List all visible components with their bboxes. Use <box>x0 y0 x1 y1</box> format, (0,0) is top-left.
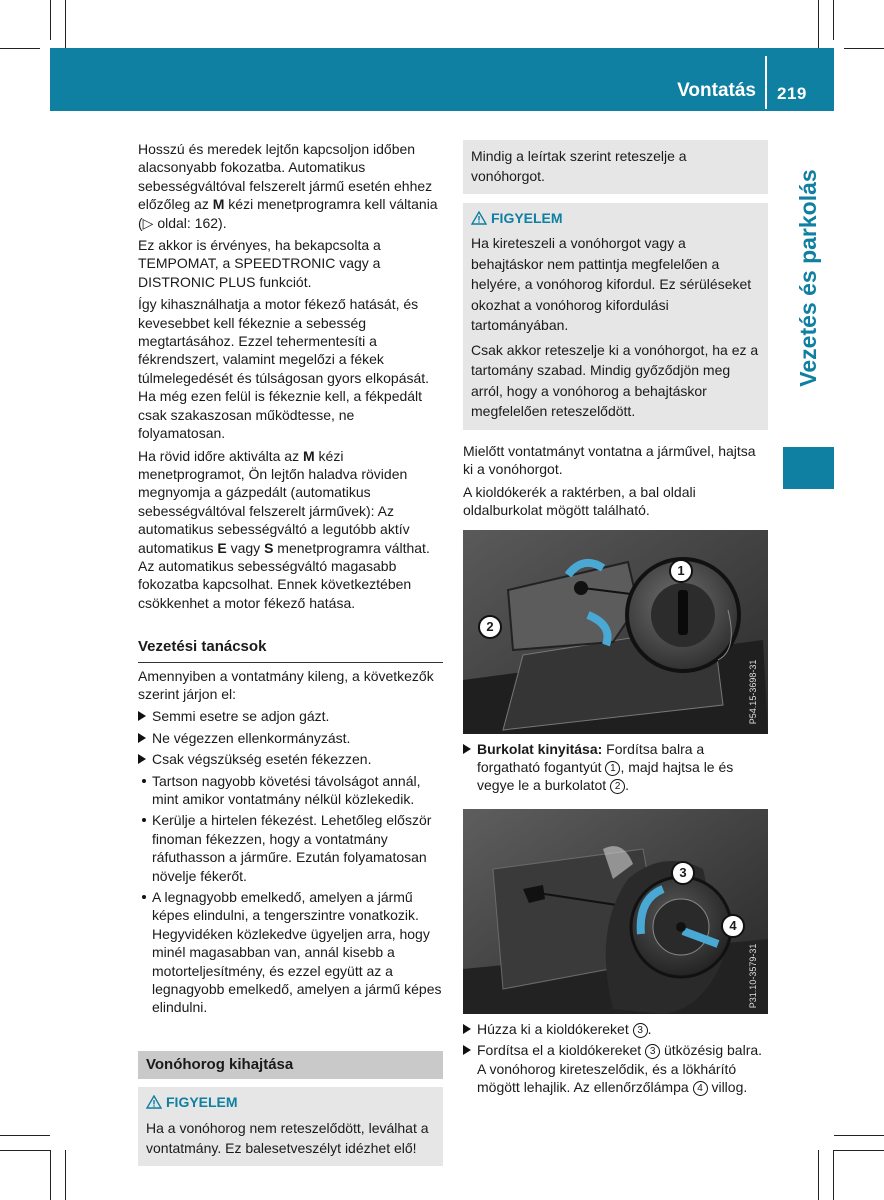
warning-text: Csak akkor reteszelje ki a vonóhorgot, ha ez a tartomány szabad. Mindig győződjön meg arról, hogy a vonóhorog a behajtáskor megfelelően reteszelődött. <box>471 341 759 420</box>
callout-ref-3: 3 <box>645 1044 660 1059</box>
list-item: Tartson nagyobb követési távolságot annál, mint amikor vontatmány nélkül közlekedik. <box>138 772 443 809</box>
warning-box <box>138 1087 443 1165</box>
crop-mark <box>0 1135 50 1136</box>
crop-mark <box>833 0 834 40</box>
bullet-icon <box>142 779 146 783</box>
paragraph: A kioldókerék a raktérben, a bal oldali oldalburkolat mögött található. <box>463 483 696 519</box>
callout-4: 4 <box>721 914 745 938</box>
callout-ref-1: 1 <box>605 761 620 776</box>
image-code: P54.15-3698-31 <box>747 659 758 724</box>
crop-mark <box>833 1150 834 1200</box>
note-box: Mindig a leírtak szerint reteszelje a vonóhorgot. <box>463 140 768 194</box>
callout-1: 1 <box>669 559 693 583</box>
list-item: Csak végszükség esetén fékezzen. <box>138 750 443 768</box>
subsection-heading: Vonóhorog kihajtása <box>138 1051 443 1079</box>
left-column <box>138 140 443 1166</box>
crop-mark <box>844 48 884 49</box>
side-tab-marker <box>783 447 834 489</box>
list-item: Fordítsa el a kioldókereket 3 ütközésig balra. A vonóhorog kireteszelődik, és a lökhárító mögött lehajlik. Az ellenőrzőlámpa 4 villog. <box>463 1041 768 1096</box>
crop-mark <box>834 1150 884 1151</box>
warning-icon <box>146 1095 162 1109</box>
list-item: Ne végezzen ellenkormányzást. <box>138 729 443 747</box>
callout-ref-2: 2 <box>610 779 625 794</box>
image-code: P31.10-3579-31 <box>747 943 758 1008</box>
section-heading: Vezetési tanácsok <box>138 638 443 662</box>
callout-2: 2 <box>478 615 502 639</box>
paragraph: Amennyiben a vontatmány kileng, a következők szerint járjon el: <box>138 667 434 702</box>
chapter-title: Vontatás <box>677 80 756 101</box>
crop-mark <box>50 1150 51 1200</box>
arrow-icon <box>463 1045 471 1055</box>
warning-title: FIGYELEM <box>146 1093 435 1111</box>
crop-mark <box>65 1150 66 1200</box>
paragraph: Ha rövid időre aktiválta az M kézi menetprogramot, Ön lejtőn haladva röviden megnyomja a gázpedált (automatikus sebességváltóval felszerelt járművek): Az automatikus sebességváltó a legutóbb aktív automatikus E vagy S menetprogramra válthat. Az automatikus sebességváltó magasabb fokozatba kapcsolhat. Ennek következtében csökkenhet a motor fékező hatása. <box>138 447 430 611</box>
arrow-icon <box>138 754 146 764</box>
crop-mark <box>818 1150 819 1200</box>
page-header <box>50 48 834 111</box>
warning-title: FIGYELEM <box>471 209 760 227</box>
list-item: Burkolat kinyitása: Fordítsa balra a forgatható fogantyút 1 , majd hajtsa le és vegye le a burkolatot 2 . <box>463 740 768 795</box>
bullet-icon <box>142 818 146 822</box>
bullet-icon <box>142 895 146 899</box>
warning-text: Ha kireteszeli a vonóhorgot vagy a behajtáskor nem pattintja megfelelően a helyére, a vonóhorog kifordul. Ez sérüléseket okozhat a vonóhorog kifordulási tartományában. <box>471 235 752 334</box>
crop-mark <box>65 0 66 48</box>
arrow-icon <box>463 744 471 754</box>
warning-icon <box>471 211 487 225</box>
paragraph: Hosszú és meredek lejtőn kapcsoljon időben alacsonyabb fokozatba. Automatikus sebességváltóval felszerelt jármű esetén ehhez előzőleg az M kézi menetprogramra kell váltania (▷ oldal: 162). <box>138 141 438 231</box>
release-wheel-drawing <box>463 809 768 1014</box>
list-item: Húzza ki a kioldókereket 3 . <box>463 1020 768 1038</box>
callout-3: 3 <box>671 861 695 885</box>
illustration-release-wheel <box>463 809 768 1014</box>
crop-mark <box>0 48 40 49</box>
list-item: Semmi esetre se adjon gázt. <box>138 707 443 725</box>
illustration-trunk-cover <box>463 530 768 734</box>
arrow-icon <box>463 1024 471 1034</box>
side-tab <box>780 130 835 440</box>
warning-box <box>463 203 768 430</box>
crop-mark <box>0 1150 50 1151</box>
side-tab-label: Vezetés és parkolás <box>795 169 821 387</box>
callout-ref-4: 4 <box>693 1081 708 1096</box>
warning-text: Ha a vonóhorog nem reteszelődött, leválhat a vontatmány. Ez balesetveszélyt idézhet elő! <box>146 1119 429 1156</box>
crop-mark <box>50 0 51 40</box>
list-item: Kerülje a hirtelen fékezést. Lehetőleg először finoman fékezzen, hogy a vontatmány ráfuthasson a járműre. Ezután folyamatosan növelje fékerőt. <box>138 811 443 885</box>
header-divider <box>765 56 767 109</box>
paragraph: Mielőtt vontatmányt vontatna a járművel, hajtsa ki a vonóhorgot. <box>463 442 756 478</box>
callout-ref-3: 3 <box>633 1023 648 1038</box>
arrow-icon <box>138 711 146 721</box>
crop-mark <box>834 1135 884 1136</box>
arrow-icon <box>138 733 146 743</box>
paragraph: Így kihasználhatja a motor fékező hatását, és kevesebbet kell fékeznie a sebesség megtartásához. Ezzel tehermentesíti a fékrendszert, valamint megelőzi a fékek túlmelegedését és túlságosan gyors elkopását. Ha még ezen felül is fékeznie kell, a fékpedált csak szakaszosan működtesse, ne folyamatosan. <box>138 296 430 442</box>
right-column <box>463 140 768 1099</box>
page-number: 219 <box>777 84 807 103</box>
paragraph: Ez akkor is érvényes, ha bekapcsolta a TEMPOMAT, a SPEEDTRONIC vagy a DISTRONIC PLUS funkciót. <box>138 237 381 290</box>
list-item: A legnagyobb emelkedő, amelyen a jármű képes elindulni, a tengerszintre vonatkozik. Hegyvidéken közlekedve ügyeljen arra, hogy minél magasabban van, annál kisebb a motorteljesítmény, és ezzel együtt az a legnagyobb emelkedő, amelyen a jármű képes elindulni. <box>138 888 443 1017</box>
trunk-cover-drawing <box>463 530 768 734</box>
crop-mark <box>818 0 819 48</box>
